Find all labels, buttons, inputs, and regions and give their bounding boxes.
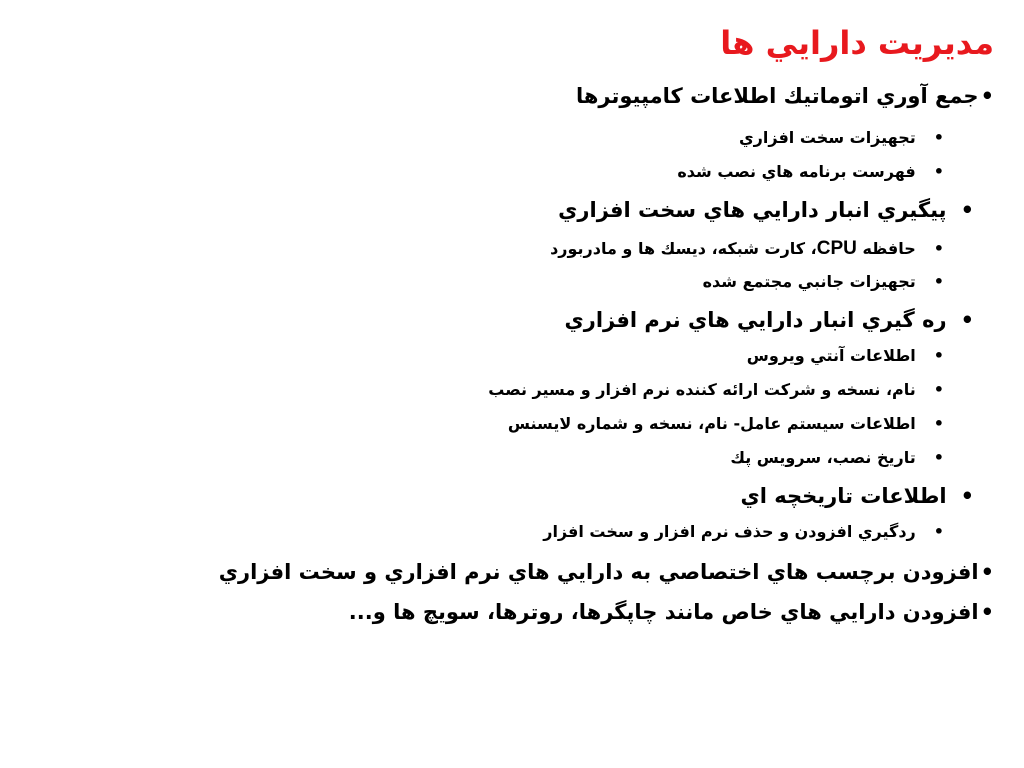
bullet-icon: • <box>933 162 944 181</box>
sub-bullet-item <box>739 128 944 147</box>
bullet-text: فهرست برنامه هاي نصب شده <box>677 162 916 181</box>
sub-bullet-item <box>730 448 944 467</box>
sub-bullet-item <box>543 522 944 541</box>
bullet-icon: • <box>933 380 944 399</box>
bullet-icon: • <box>933 346 944 365</box>
bullet-text-part: حافظه <box>856 239 916 258</box>
bullet-text-latin: CPU <box>816 238 857 259</box>
bullet-icon: • <box>933 522 944 541</box>
bullet-icon: • <box>980 84 994 108</box>
bullet-text: اطلاعات سيستم عامل- نام، نسخه و شماره لايسنس <box>507 414 916 433</box>
bullet-text: افزودن دارايي هاي خاص مانند چاپگرها، روترها، سويچ ها و... <box>348 600 979 624</box>
bullet-text: اطلاعات تاريخچه اي <box>740 484 947 508</box>
sub-bullet-item <box>747 346 944 365</box>
bullet-icon: • <box>933 272 944 291</box>
bullet-text: تجهيزات سخت افزاري <box>739 128 916 147</box>
bullet-icon: • <box>933 448 944 467</box>
bullet-icon: • <box>960 198 974 222</box>
sub-bullet-item <box>550 238 944 261</box>
bullet-item <box>349 600 994 625</box>
bullet-text: تاريخ نصب، سرويس پك <box>730 448 916 467</box>
slide-title: مديريت دارايي ها <box>720 24 994 62</box>
bullet-text: جمع آوري اتوماتيك اطلاعات كامپيوترها <box>575 84 979 108</box>
bullet-text: ره گيري انبار دارايي هاي نرم افزاري <box>564 308 947 332</box>
bullet-text: ردگيري افزودن و حذف نرم افزار و سخت افزار <box>543 522 916 541</box>
bullet-icon: • <box>933 128 944 147</box>
sub-bullet-item <box>677 162 944 181</box>
bullet-icon: • <box>933 414 944 433</box>
sub-bullet-item <box>508 414 944 433</box>
bullet-icon: • <box>980 600 994 624</box>
bullet-icon: • <box>980 560 994 584</box>
sub-bullet-item <box>703 272 944 291</box>
sub-bullet-item <box>488 380 944 399</box>
bullet-text-part: ، كارت شبكه، ديسك ها و مادربورد <box>550 239 817 258</box>
bullet-text: پيگيري انبار دارايي هاي سخت افزاري <box>558 198 947 222</box>
bullet-item <box>565 308 975 333</box>
bullet-text: افزودن برچسب هاي اختصاصي به دارايي هاي نرم افزاري و سخت افزاري <box>218 560 979 584</box>
bullet-text: اطلاعات آنتي ويروس <box>746 346 916 365</box>
bullet-item <box>576 84 994 109</box>
bullet-text: نام، نسخه و شركت ارائه كننده نرم افزار و مسير نصب <box>488 380 916 399</box>
bullet-icon: • <box>960 308 974 332</box>
bullet-icon: • <box>933 239 944 258</box>
bullet-item <box>219 560 994 585</box>
bullet-item <box>558 198 974 223</box>
bullet-icon: • <box>960 484 974 508</box>
bullet-item <box>740 484 974 509</box>
bullet-text: تجهيزات جانبي مجتمع شده <box>702 272 916 291</box>
